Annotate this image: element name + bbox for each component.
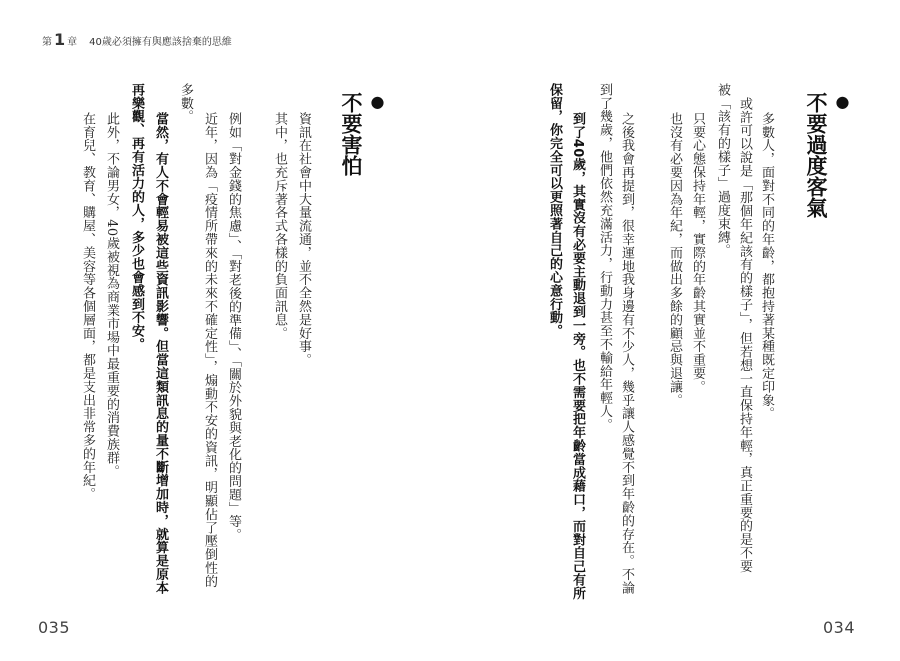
right-line-3: 被「該有的樣子」過度束縛。 xyxy=(715,83,730,258)
left-line-7-emphasis: 再樂觀、再有活力的人，多少也會感到不安。 xyxy=(129,83,144,351)
right-line-7: 到了幾歲，他們依然充滿活力，行動力甚至不輸給年輕人。 xyxy=(597,83,612,432)
left-line-1: 資訊在社會中大量流通，並不全然是好事。 xyxy=(296,112,311,367)
running-head xyxy=(42,30,232,48)
right-line-6: 之後我會再提到，很幸運地我身邊有不少人，幾乎讓人感覺不到年齡的存在。不論 xyxy=(619,112,634,595)
heading-bullet-icon: ● xyxy=(833,92,852,111)
left-line-5: 多數。 xyxy=(178,83,193,124)
page-number-left: 035 xyxy=(38,618,71,637)
right-line-9-emphasis: 保留，你完全可以更照著自己的心意行動。 xyxy=(547,83,562,338)
heading-bullet-icon: ● xyxy=(368,92,387,111)
left-line-4: 近年，因為「疫情所帶來的未來不確定性」，煽動不安的資訊，明顯佔了壓倒性的 xyxy=(202,112,217,588)
chapter-number: 1 xyxy=(54,30,66,49)
chapter-title: 40歲必須擁有與應該捨棄的思維 xyxy=(89,37,232,48)
right-line-5: 也沒有必要因為年紀，而做出多餘的顧忌與退讓。 xyxy=(667,112,682,407)
right-line-4: 只要心態保持年輕，實際的年齡其實並不重要。 xyxy=(690,112,705,394)
right-line-8-emphasis: 到了40歲，其實沒有必要主動退到一旁。也不需要把年齡當成藉口，而對自己有所 xyxy=(570,112,585,600)
left-line-6-emphasis: 當然，有人不會輕易被這些資訊影響。但當這類訊息的量不斷增加時，就算是原本 xyxy=(153,112,168,595)
section-heading-no-overly-polite xyxy=(803,92,855,218)
heading-text: 不要過度客氣 xyxy=(804,92,828,218)
section-heading-dont-be-afraid xyxy=(338,92,390,176)
left-line-8: 此外，不論男女，40歲被視為商業市場中最重要的消費族群。 xyxy=(104,112,119,478)
page-number-right: 034 xyxy=(823,618,856,637)
right-line-2: 或許可以說是「那個年紀該有的樣子」，但若想一直保持年輕，真正重要的是不要 xyxy=(737,97,752,573)
chapter-prefix: 第 xyxy=(42,37,52,48)
chapter-suffix: 章 xyxy=(67,37,78,48)
left-line-2: 其中，也充斥著各式各樣的負面訊息。 xyxy=(272,112,287,340)
left-line-3: 例如「對金錢的焦慮」、「對老後的準備」、「關於外貌與老化的問題」等。 xyxy=(226,112,241,542)
left-line-9: 在育兒、教育、購屋、美容等各個層面，都是支出非常多的年紀。 xyxy=(80,112,95,501)
heading-text: 不要害怕 xyxy=(339,92,363,176)
right-line-1: 多數人，面對不同的年齡，都抱持著某種既定印象。 xyxy=(759,112,774,421)
